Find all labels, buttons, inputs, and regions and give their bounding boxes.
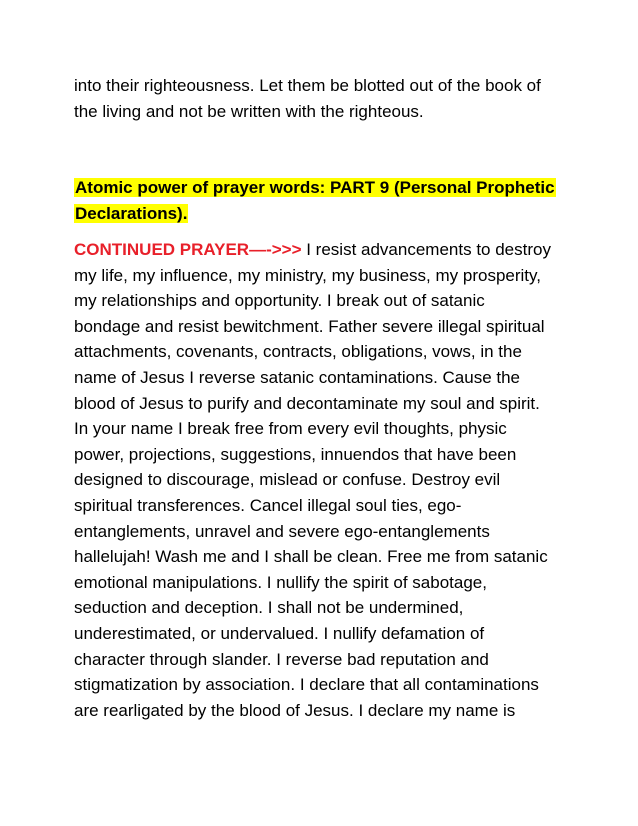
continued-label: CONTINUED PRAYER—->>>	[74, 240, 302, 259]
prayer-line: attachments, covenants, contracts, obligations, vows, in the	[74, 342, 522, 362]
heading-line: Declarations).	[75, 203, 188, 223]
prayer-line: emotional manipulations. I nullify the spirit of sabotage,	[74, 572, 487, 592]
intro-line: into their righteousness. Let them be blotted out of the book of	[74, 76, 541, 95]
prayer-line: In your name I break free from every evil thoughts, physic	[74, 419, 507, 439]
prayer-line: my life, my influence, my ministry, my business, my prosperity,	[74, 265, 541, 285]
prayer-line: character through slander. I reverse bad reputation and	[74, 649, 489, 669]
heading-line: Atomic power of prayer words: PART 9 (Personal Prophetic	[75, 178, 555, 197]
prayer-line: my relationships and opportunity. I break out of satanic	[74, 291, 485, 311]
prayer-first-line-text: I resist advancements to destroy	[301, 240, 551, 259]
prayer-line: stigmatization by association. I declare that all contaminations	[74, 675, 539, 695]
prayer-line: blood of Jesus to purify and decontaminate my soul and spirit.	[74, 393, 540, 413]
prayer-line: power, projections, suggestions, innuendos that have been	[74, 444, 517, 464]
prayer-line: bondage and resist bewitchment. Father severe illegal spiritual	[74, 316, 545, 336]
intro-line: the living and not be written with the righteous.	[74, 101, 424, 121]
prayer-first-line	[74, 237, 574, 263]
prayer-line: name of Jesus I reverse satanic contaminations. Cause the	[74, 367, 521, 387]
prayer-line: designed to discourage, mislead or confuse. Destroy evil	[74, 470, 501, 490]
section-heading	[74, 175, 574, 226]
prayer-line: entanglements, unravel and severe ego-entanglements	[74, 521, 490, 541]
prayer-line: underestimated, or undervalued. I nullify defamation of	[74, 623, 485, 643]
prayer-paragraph	[74, 237, 574, 723]
prayer-line: spiritual transferences. Cancel illegal soul ties, ego-	[74, 495, 462, 515]
prayer-line: seduction and deception. I shall not be undermined,	[74, 598, 464, 618]
prayer-line: hallelujah! Wash me and I shall be clean. Free me from satanic	[74, 547, 548, 567]
intro-paragraph	[74, 73, 574, 124]
prayer-line: are rearligated by the blood of Jesus. I declare my name is	[74, 700, 516, 720]
